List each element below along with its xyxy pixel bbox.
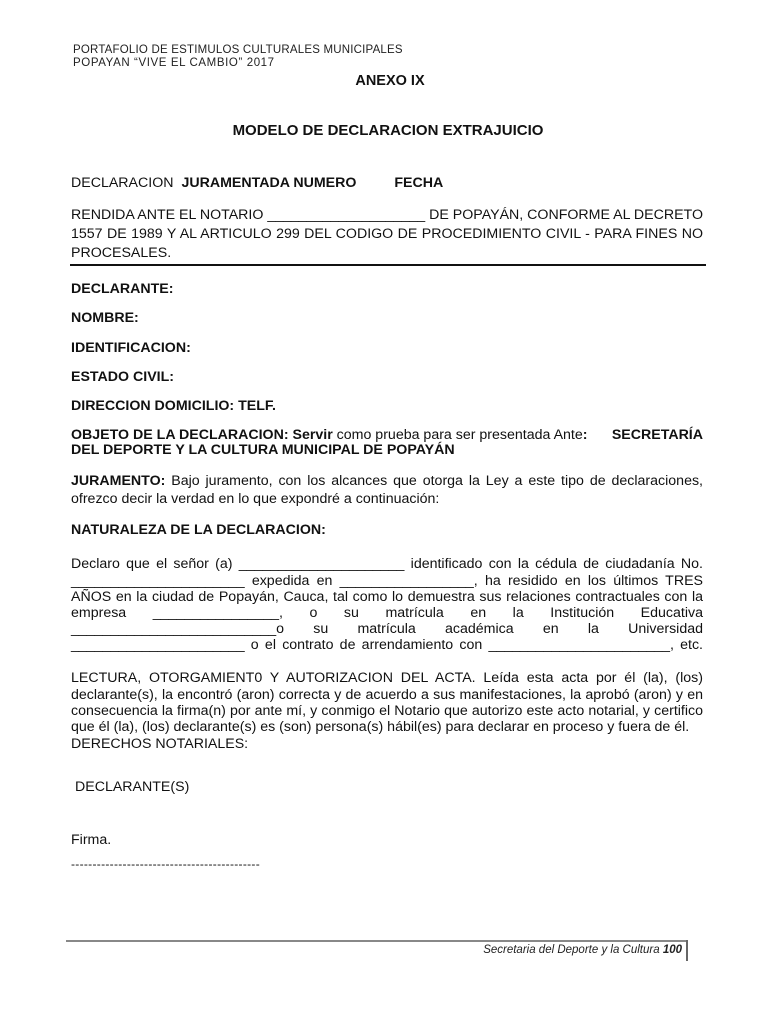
footer [483, 944, 682, 956]
annex-title: ANEXO IX [355, 73, 425, 89]
oath-line-2: ofrezco decir la verdad en lo que expondré a continuación: [71, 491, 440, 507]
civil-status-field: ESTADO CIVIL: [71, 369, 174, 385]
footer-rule [66, 940, 688, 942]
declaration-line [71, 175, 703, 192]
oath-label: JURAMENTO: [71, 473, 166, 489]
nature-line-4: empresa ________________, o su matrícula en la Institución Educativa [71, 605, 703, 621]
reading-line-2: declarante(s), la encontró (aron) correcta y de acuerdo a sus manifestaciones, la aprobó (aron) y en [71, 687, 703, 703]
header-line-2: POPAYAN “VIVE EL CAMBIO” 2017 [73, 57, 275, 69]
oath-text: Bajo juramento, con los alcances que otorga la Ley a este tipo de declaraciones, [165, 473, 703, 489]
nature-line-6: ______________________ o el contrato de arrendamiento con _______________________, etc. [71, 637, 703, 653]
reading-line-1: LECTURA, OTORGAMIENT0 Y AUTORIZACION DEL ACTA. Leída esta acta por él (la), (los) [71, 670, 703, 686]
date-label: FECHA [394, 175, 444, 191]
footer-text: Secretaria del Deporte y la Cultura [483, 944, 660, 956]
address-field: DIRECCION DOMICILIO: TELF. [71, 398, 276, 414]
footer-bar [686, 940, 688, 961]
signature-line: -------------------------------------------- [71, 857, 261, 871]
section-divider [70, 264, 706, 266]
sworn-number-label: JURAMENTADA NUMERO [181, 175, 357, 191]
oath-line-1 [71, 473, 703, 490]
declaration-label: DECLARACION [71, 175, 174, 191]
object-colon: : [582, 427, 588, 443]
nature-line-5: __________________________o su matrícula académica en la Universidad [71, 621, 703, 637]
reading-line-3: consecuencia la firma(n) por ante mí, y conmigo el Notario que autorizo este acto notarial, y certifico [71, 703, 703, 719]
rendered-line-1: RENDIDA ANTE EL NOTARIO ____________________ DE POPAYÁN, CONFORME AL DECRETO [71, 207, 703, 223]
object-label: OBJETO DE LA DECLARACION: Servir [71, 427, 333, 443]
signature-label: Firma. [71, 832, 112, 848]
rendered-line-2: 1557 DE 1989 Y AL ARTICULO 299 DEL CODIGO DE PROCEDIMIENTO CIVIL - PARA FINES NO [71, 226, 703, 242]
document-title: MODELO DE DECLARACION EXTRAJUICIO [232, 122, 544, 139]
object-entity: SECRETARÍA [611, 427, 703, 443]
rendered-line-3: PROCESALES. [71, 245, 172, 261]
nature-title: NATURALEZA DE LA DECLARACION: [71, 522, 326, 538]
reading-line-4: que él (la), (los) declarante(s) es (son) persona(s) hábil(es) para declarar en proceso y fuera de él. [71, 719, 690, 735]
nature-line-1: Declaro que el señor (a) _____________________ identificado con la cédula de ciudadanía No. [71, 556, 703, 572]
page-number: 100 [662, 944, 682, 956]
header-line-1: PORTAFOLIO DE ESTIMULOS CULTURALES MUNICIPALES [73, 44, 403, 56]
object-line-2: DEL DEPORTE Y LA CULTURA MUNICIPAL DE POPAYÁN [71, 442, 455, 458]
nature-line-2: ______________________ expedida en _________________, ha residido en los últimos TRES [71, 573, 703, 589]
declarants-label: DECLARANTE(S) [75, 779, 190, 795]
identification-field: IDENTIFICACION: [71, 340, 191, 356]
notarial-fees-label: DERECHOS NOTARIALES: [71, 736, 249, 752]
declarant-field: DECLARANTE: [71, 281, 174, 297]
object-text: como prueba para ser presentada Ante [332, 427, 583, 443]
nature-line-3: AÑOS en la ciudad de Popayán, Cauca, tal como lo demuestra sus relaciones contractuales con la [71, 589, 703, 605]
name-field: NOMBRE: [71, 310, 139, 326]
